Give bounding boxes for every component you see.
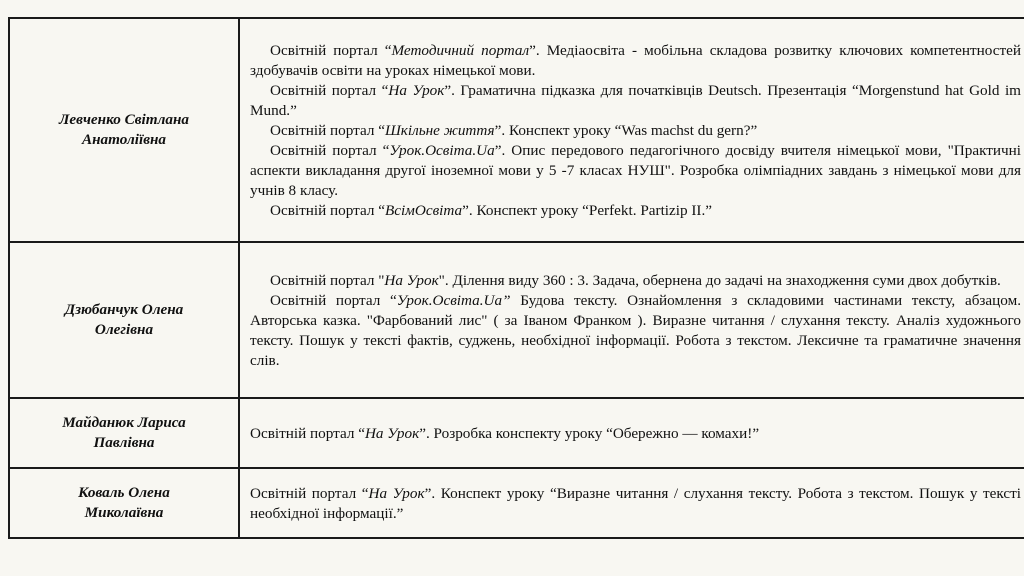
publication-entry: Освітній портал “Методичний портал”. Медіаосвіта - мобільна складова розвитку ключових компетентностей здобувачів освіти на уроках німецької мови. — [250, 42, 1021, 79]
table-row — [9, 398, 1024, 468]
author-patronymic: Анатоліївна — [81, 131, 167, 148]
publication-entry: Освітній портал “Шкільне життя”. Конспект уроку “Was machst du gern?” — [270, 122, 758, 139]
publications-cell — [239, 398, 1024, 468]
portal-name: Шкільне життя — [384, 122, 495, 139]
publication-entry: Освітній портал “Урок.Освіта.Ua”. Опис передового педагогічного досвіду вчителя німецької мови, "Практичні аспекти викладання другої іноземної мови у 5 -7 класах НУШ". Розробка олімпіадних завдань з німецької мови для учнів 8 класу. — [250, 142, 1022, 199]
portal-name: На Урок — [368, 485, 425, 502]
author-name-cell — [9, 18, 239, 242]
author-name: Майданюк Лариса — [62, 414, 186, 431]
author-name: Левченко Світлана — [59, 111, 189, 128]
portal-name: ВсімОсвіта — [384, 202, 463, 219]
author-name-cell — [9, 242, 239, 398]
publications-cell — [239, 18, 1024, 242]
publication-entry: Освітній портал “На Урок”. Граматична підказка для початківців Deutsch. Презентація “Morgenstund hat Gold im Mund.” — [250, 82, 1022, 119]
portal-name: Урок.Освіта.Ua — [389, 142, 495, 159]
author-patronymic: Миколаївна — [84, 504, 164, 521]
publication-entry: Освітній портал “На Урок”. Конспект уроку “Виразне читання / слухання тексту. Робота з текстом. Пошук у тексті необхідної інформації.” — [250, 485, 1021, 522]
portal-name: На Урок — [384, 272, 439, 289]
publication-entry: Освітній портал “ВсімОсвіта”. Конспект уроку “Perfekt. Partizip II.” — [270, 202, 713, 219]
table-row — [9, 242, 1024, 398]
authors-table — [8, 17, 1024, 539]
publication-entry: Освітній портал “Урок.Освіта.Ua” Будова тексту. Ознайомлення з складовими частинами тексту, абзацом. Авторська казка. "Фарбований лис" ( за Іваном Франком ). Виразне читання / слухання тексту. Аналіз художнього тексту. Пошук у тексті фактів, суджень, необхідної інформації. Робота з текстом. Лексичне та граматичне значення слів. — [250, 292, 1022, 369]
author-name-cell — [9, 468, 239, 538]
portal-name: На Урок — [364, 425, 420, 442]
publications-cell — [239, 468, 1024, 538]
author-name-cell — [9, 398, 239, 468]
publication-entry: Освітній портал "На Урок". Ділення виду 360 : 3. Задача, обернена до задачі на знаходження суми двох добутків. — [270, 272, 1001, 289]
table-row — [9, 18, 1024, 242]
author-name: Дзюбанчук Олена — [64, 301, 184, 318]
portal-name: На Урок — [388, 82, 445, 99]
author-name: Коваль Олена — [78, 484, 170, 501]
publications-cell — [239, 242, 1024, 398]
author-patronymic: Олегівна — [94, 321, 154, 338]
author-patronymic: Павлівна — [93, 434, 155, 451]
publication-entry: Освітній портал “На Урок”. Розробка конспекту уроку “Обережно — комахи!” — [250, 425, 760, 442]
portal-name: Методичний портал — [391, 42, 530, 59]
table-row — [9, 468, 1024, 538]
portal-name: Урок.Освіта.Ua” — [396, 292, 511, 309]
